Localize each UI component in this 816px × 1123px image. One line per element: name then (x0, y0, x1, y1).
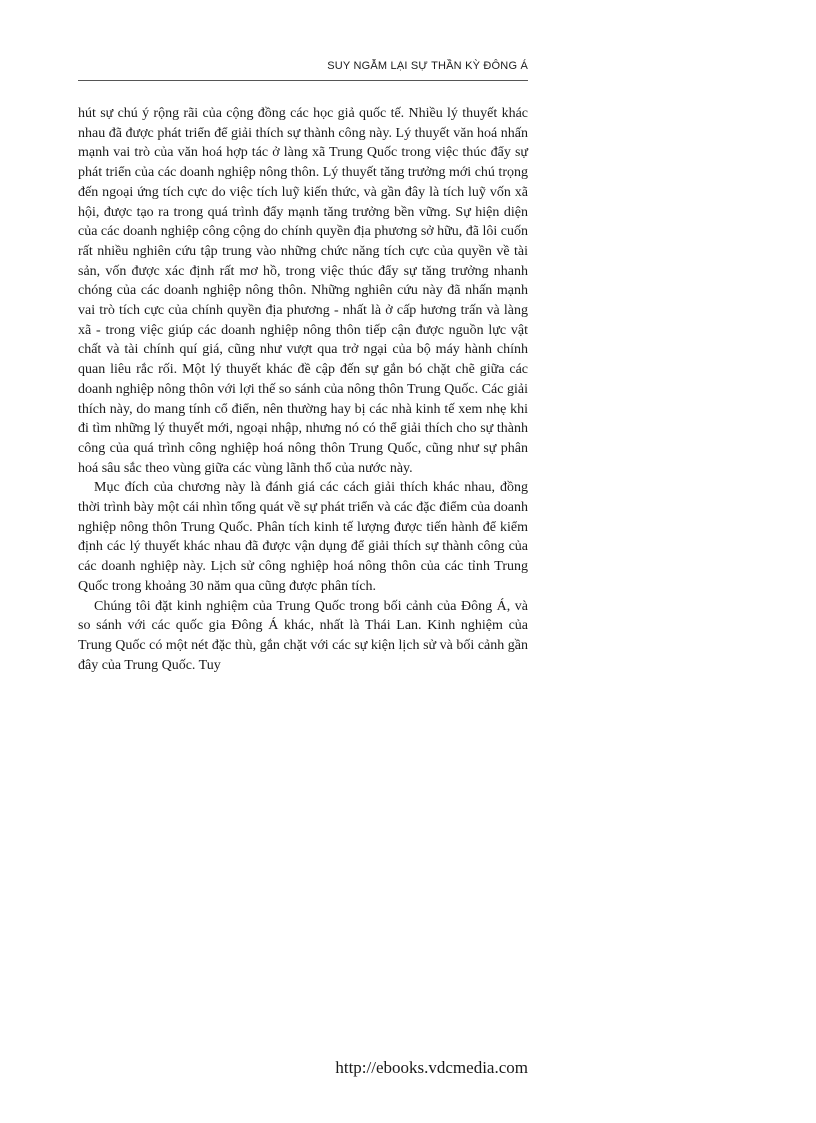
body-text (78, 104, 528, 675)
paragraph: hút sự chú ý rộng rãi của cộng đồng các học giả quốc tế. Nhiều lý thuyết khác nhau đã được phát triển để giải thích sự thành công này. Lý thuyết văn hoá nhấn mạnh vai trò của văn hoá hợp tác ở làng xã Trung Quốc trong việc thúc đẩy sự phát triển của các doanh nghiệp nông thôn. Lý thuyết tăng trưởng mới chú trọng đến ngoại ứng tích cực do việc tích luỹ kiến thức, và gần đây là tích luỹ vốn xã hội, được tạo ra trong quá trình đẩy mạnh tăng trưởng bền vững. Sự hiện diện của các doanh nghiệp công cộng do chính quyền địa phương sở hữu, đã lôi cuốn rất nhiều nghiên cứu tập trung vào những chức năng tích cực của quyền về tài sản, vốn được xác định rất mơ hồ, trong việc thúc đẩy sự tăng trưởng nhanh chóng của các doanh nghiệp nông thôn. Những nghiên cứu này đã nhấn mạnh vai trò tích cực của chính quyền địa phương - nhất là ở cấp hương trấn và làng xã - trong việc giúp các doanh nghiệp nông thôn tiếp cận được nguồn lực vật chất và tài chính quí giá, cũng như vượt qua trở ngại của bộ máy hành chính quan liêu rắc rối. Một lý thuyết khác đề cập đến sự gắn bó chặt chẽ giữa các doanh nghiệp nông thôn với lợi thế so sánh của nông thôn Trung Quốc. Các giải thích này, do mang tính cổ điển, nên thường hay bị các nhà kinh tế xem nhẹ khi đi tìm những lý thuyết mới, ngoại nhập, nhưng nó có thể giải thích cho sự thành công của quá trình công nghiệp hoá nông thôn Trung Quốc, cũng như sự phân hoá sâu sắc theo vùng giữa các vùng lãnh thổ của nước này. (78, 106, 528, 476)
paragraph: Mục đích của chương này là đánh giá các cách giải thích khác nhau, đồng thời trình bày một cái nhìn tổng quát về sự phát triển và các đặc điểm của doanh nghiệp nông thôn Trung Quốc. Phân tích kinh tế lượng được tiến hành để kiểm định các lý thuyết khác nhau đã được vận dụng để giải thích sự thành công của các doanh nghiệp này. Lịch sử công nghiệp hoá nông thôn của các tỉnh Trung Quốc trong khoảng 30 năm qua cũng được phân tích. (78, 480, 528, 594)
running-title: SUY NGẪM LẠI SỰ THẦN KỲ ĐÔNG Á (327, 60, 528, 72)
paragraph: Chúng tôi đặt kinh nghiệm của Trung Quốc trong bối cảnh của Đông Á, và so sánh với các quốc gia Đông Á khác, nhất là Thái Lan. Kinh nghiệm của Trung Quốc có một nét đặc thù, gắn chặt với các sự kiện lịch sử và bối cảnh gần đây của Trung Quốc. Tuy (78, 598, 528, 673)
footer-url[interactable]: http://ebooks.vdcmedia.com (335, 1058, 528, 1077)
page-header (78, 58, 528, 81)
